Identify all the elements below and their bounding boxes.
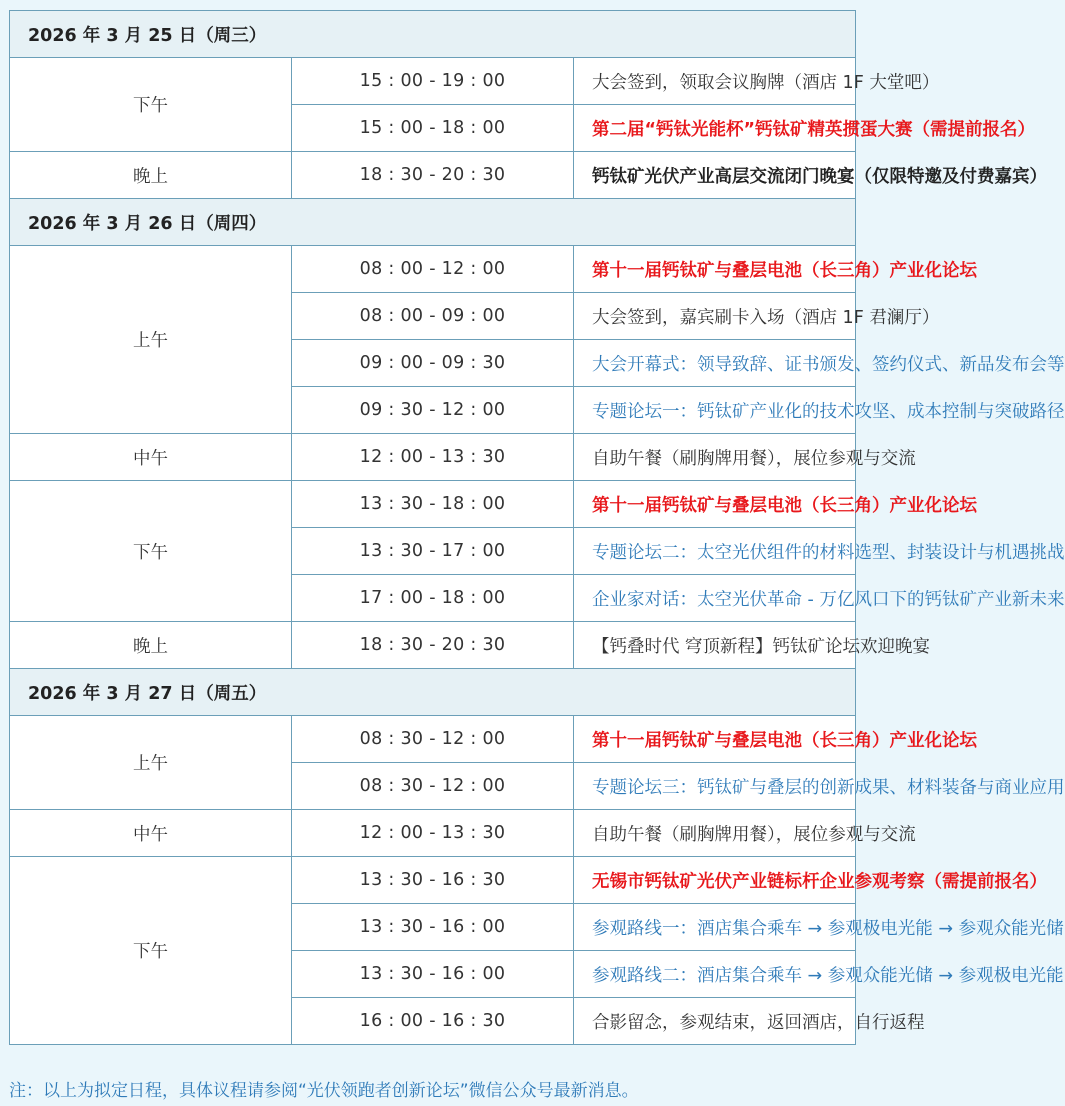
- event-time: 17 : 00 - 18 : 00: [292, 575, 574, 622]
- footer-note: 注：以上为拟定日程，具体议程请参阅“光伏领跑者创新论坛”微信公众号最新消息。: [9, 1081, 639, 1101]
- schedule-body: [10, 11, 1065, 1045]
- schedule-row: [10, 434, 856, 481]
- event-description: 专题论坛三：钙钛矿与叠层的创新成果、材料装备与商业应用: [574, 763, 856, 810]
- day-date: 2026 年 3 月 27 日（周五）: [10, 669, 856, 716]
- period-label: 下午: [10, 857, 292, 1045]
- event-description: 【钙叠时代 穹顶新程】钙钛矿论坛欢迎晚宴: [574, 622, 856, 669]
- event-time: 13 : 30 - 17 : 00: [292, 528, 574, 575]
- event-time: 09 : 00 - 09 : 30: [292, 340, 574, 387]
- period-label: 中午: [10, 810, 292, 857]
- event-time: 18 : 30 - 20 : 30: [292, 152, 574, 199]
- period-label: 下午: [10, 58, 292, 152]
- event-time: 13 : 30 - 16 : 00: [292, 904, 574, 951]
- schedule-row: [10, 58, 856, 105]
- period-label: 下午: [10, 481, 292, 622]
- event-description: 参观路线二：酒店集合乘车 → 参观众能光储 → 参观极电光能: [574, 951, 856, 998]
- day-date: 2026 年 3 月 26 日（周四）: [10, 199, 856, 246]
- event-description: 第十一届钙钛矿与叠层电池（长三角）产业化论坛: [574, 716, 856, 763]
- event-description: 参观路线一：酒店集合乘车 → 参观极电光能 → 参观众能光储: [574, 904, 856, 951]
- event-time: 13 : 30 - 18 : 00: [292, 481, 574, 528]
- event-description: 第二届“钙钛光能杯”钙钛矿精英掼蛋大赛（需提前报名）: [574, 105, 856, 152]
- event-time: 16 : 00 - 16 : 30: [292, 998, 574, 1045]
- period-label: 中午: [10, 434, 292, 481]
- event-description: 企业家对话：太空光伏革命 - 万亿风口下的钙钛矿产业新未来: [574, 575, 856, 622]
- event-description: 第十一届钙钛矿与叠层电池（长三角）产业化论坛: [574, 246, 856, 293]
- day-date: 2026 年 3 月 25 日（周三）: [10, 11, 856, 58]
- event-description: 合影留念，参观结束，返回酒店，自行返程: [574, 998, 856, 1045]
- period-label: 上午: [10, 246, 292, 434]
- event-time: 08 : 00 - 09 : 00: [292, 293, 574, 340]
- period-label: 晚上: [10, 152, 292, 199]
- schedule-row: [10, 716, 856, 763]
- schedule-row: [10, 857, 856, 904]
- event-time: 13 : 30 - 16 : 30: [292, 857, 574, 904]
- event-description: 大会签到，领取会议胸牌（酒店 1F 大堂吧）: [574, 58, 856, 105]
- period-label: 上午: [10, 716, 292, 810]
- event-description: 专题论坛一：钙钛矿产业化的技术攻坚、成本控制与突破路径: [574, 387, 856, 434]
- schedule-row: [10, 810, 856, 857]
- event-time: 13 : 30 - 16 : 00: [292, 951, 574, 998]
- event-description: 无锡市钙钛矿光伏产业链标杆企业参观考察（需提前报名）: [574, 857, 856, 904]
- event-description: 专题论坛二：太空光伏组件的材料选型、封装设计与机遇挑战: [574, 528, 856, 575]
- day-header-row: [10, 669, 856, 716]
- event-time: 09 : 30 - 12 : 00: [292, 387, 574, 434]
- schedule-row: [10, 622, 856, 669]
- day-header-row: [10, 11, 856, 58]
- event-time: 15 : 00 - 19 : 00: [292, 58, 574, 105]
- schedule-table: [9, 10, 1065, 1045]
- schedule-row: [10, 246, 856, 293]
- event-description: 第十一届钙钛矿与叠层电池（长三角）产业化论坛: [574, 481, 856, 528]
- event-description: 钙钛矿光伏产业高层交流闭门晚宴（仅限特邀及付费嘉宾）: [574, 152, 856, 199]
- event-time: 08 : 30 - 12 : 00: [292, 763, 574, 810]
- event-description: 自助午餐（刷胸牌用餐），展位参观与交流: [574, 434, 856, 481]
- event-description: 大会开幕式：领导致辞、证书颁发、签约仪式、新品发布会等: [574, 340, 856, 387]
- period-label: 晚上: [10, 622, 292, 669]
- event-time: 18 : 30 - 20 : 30: [292, 622, 574, 669]
- event-description: 大会签到，嘉宾刷卡入场（酒店 1F 君澜厅）: [574, 293, 856, 340]
- schedule-row: [10, 481, 856, 528]
- schedule-row: [10, 152, 856, 199]
- event-time: 15 : 00 - 18 : 00: [292, 105, 574, 152]
- event-description: 自助午餐（刷胸牌用餐），展位参观与交流: [574, 810, 856, 857]
- event-time: 08 : 00 - 12 : 00: [292, 246, 574, 293]
- event-time: 12 : 00 - 13 : 30: [292, 810, 574, 857]
- event-time: 08 : 30 - 12 : 00: [292, 716, 574, 763]
- day-header-row: [10, 199, 856, 246]
- event-time: 12 : 00 - 13 : 30: [292, 434, 574, 481]
